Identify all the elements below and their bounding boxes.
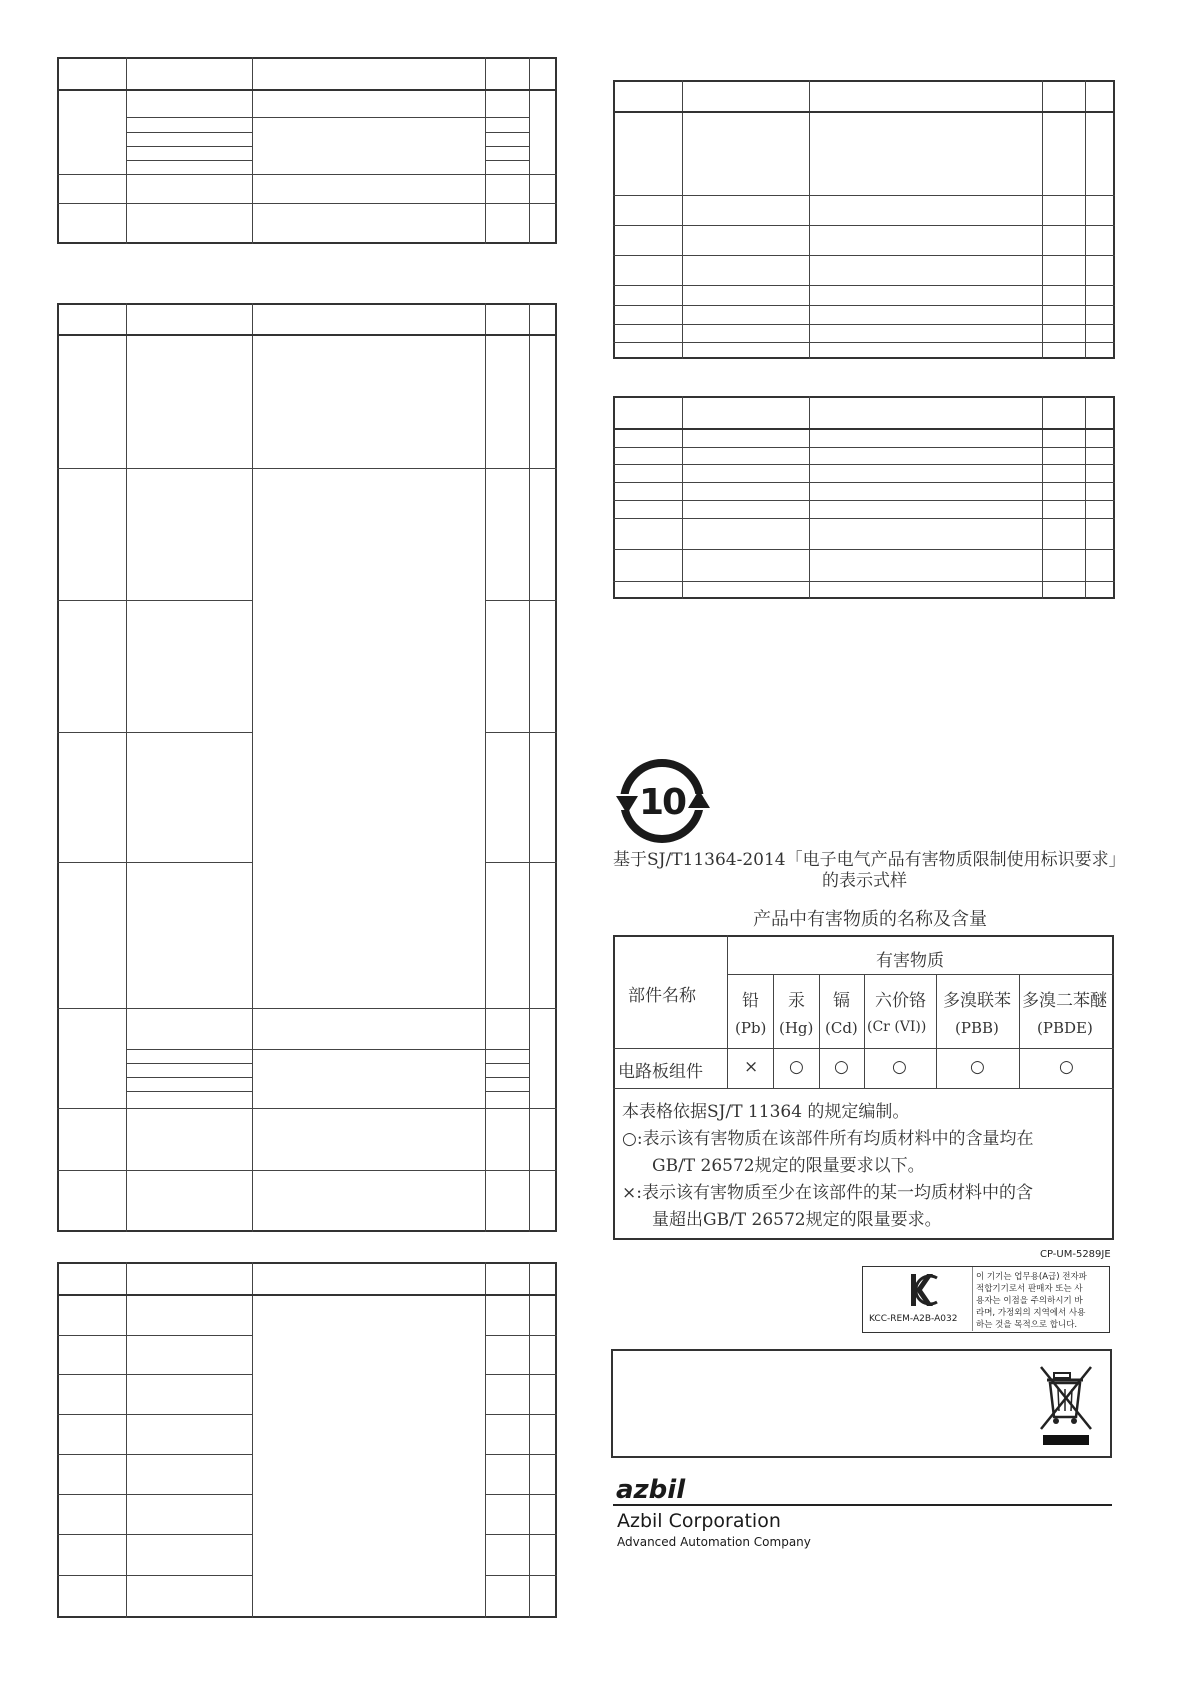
substance-symbol-hg: (Hg) <box>779 1019 814 1037</box>
row-mark-pbb: ○ <box>970 1057 985 1077</box>
kcc-code: KCC-REM-A2B-A032 <box>869 1314 958 1324</box>
kcc-text-line4: 라며, 가정외의 지역에서 사용 <box>976 1308 1086 1318</box>
substance-symbol-cd: (Cd) <box>825 1019 858 1037</box>
epup-10-year-icon <box>616 758 712 844</box>
hazard-table-title: 产品中有害物质的名称及含量 <box>753 909 987 930</box>
hazard-note-line1: 本表格依据SJ/T 11364 的规定编制。 <box>622 1102 910 1122</box>
crossed-bin-icon <box>1039 1365 1095 1449</box>
substance-name-pb: 铅 <box>742 991 759 1011</box>
row-mark-pbde: ○ <box>1059 1057 1074 1077</box>
rohs-caption-line1: 基于SJ/T11364-2014「电子电气产品有害物质限制使用标识要求」 <box>613 850 1126 870</box>
part-name-header: 部件名称 <box>628 986 696 1006</box>
substance-symbol-pb: (Pb) <box>735 1019 767 1037</box>
substance-name-pbb: 多溴联苯 <box>943 991 1011 1011</box>
azbil-logo <box>614 1474 694 1504</box>
hazard-note-line2: ○:表示该有害物质在该部件所有均质材料中的含量均在 <box>622 1129 1034 1149</box>
footer-rule <box>613 1504 1112 1506</box>
company-tagline: Advanced Automation Company <box>617 1535 811 1549</box>
kcc-text-line1: 이 기기는 업무용(A급) 전자파 <box>976 1272 1087 1282</box>
substance-name-cd: 镉 <box>833 991 850 1011</box>
epup-years-label: 10 <box>638 782 686 823</box>
substance-name-cr6: 六价铬 <box>875 991 926 1011</box>
rohs-caption-line2: 的表示式样 <box>822 871 907 891</box>
substance-symbol-pbde: (PBDE) <box>1037 1019 1093 1037</box>
kcc-text-line5: 하는 것을 목적으로 합니다. <box>976 1320 1078 1330</box>
substance-header: 有害物质 <box>876 951 944 971</box>
substance-name-pbde: 多溴二苯醚 <box>1022 991 1107 1011</box>
hazard-note-line4: ×:表示该有害物质至少在该部件的某一均质材料中的含 <box>622 1183 1033 1203</box>
row-mark-cr6: ○ <box>892 1057 907 1077</box>
kc-mark-icon <box>909 1272 939 1308</box>
substance-name-hg: 汞 <box>788 991 805 1011</box>
kcc-certification-box <box>862 1266 1110 1333</box>
company-name: Azbil Corporation <box>617 1510 781 1532</box>
kcc-text-line2: 적합기기로서 판매자 또는 사 <box>976 1284 1083 1294</box>
weee-notice-box <box>611 1349 1112 1458</box>
row-mark-cd: ○ <box>834 1057 849 1077</box>
substance-symbol-cr6: (Cr (VI)) <box>867 1019 927 1035</box>
azbil-logo-text: azbil <box>616 1475 686 1504</box>
row-mark-pb: × <box>744 1057 759 1077</box>
substance-symbol-pbb: (PBB) <box>955 1019 999 1037</box>
row-mark-hg: ○ <box>789 1057 804 1077</box>
doc-number: CP-UM-5289JE <box>1040 1249 1111 1260</box>
row-part-name: 电路板组件 <box>618 1062 703 1082</box>
hazard-note-line5: 量超出GB/T 26572规定的限量要求。 <box>652 1210 942 1230</box>
hazard-note-line3: GB/T 26572规定的限量要求以下。 <box>652 1156 925 1176</box>
kcc-text-line3: 용자는 이점을 주의하시기 바 <box>976 1296 1083 1306</box>
